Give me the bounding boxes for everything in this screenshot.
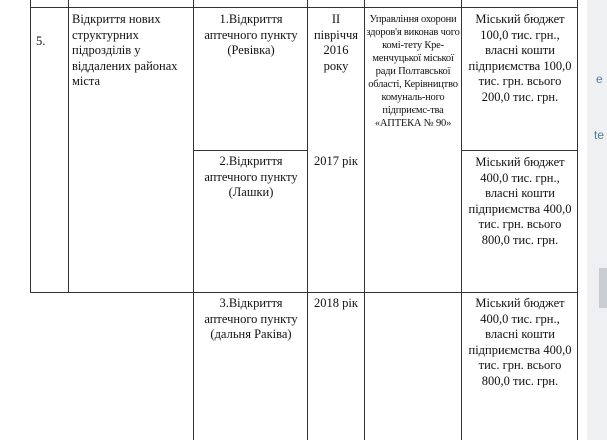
financing-cell: Міський бюджет 100,0 тис. грн., власні кошти підприємства 100,0 тис. грн. всього 200,0 тис. грн. <box>468 12 572 104</box>
term-cell: 2018 рік <box>314 296 358 310</box>
financing-cell: Міський бюджет 400,0 тис. грн., власні кошти підприємства 400,0 тис. грн. всього 800,0 тис. грн. <box>468 296 572 388</box>
term-cell: II півріччя 2016 року <box>313 12 359 73</box>
action-cell: 3.Відкриття аптечного пункту (дальня Раківа) <box>204 296 298 341</box>
row-number: 5. <box>36 34 46 48</box>
gutter-text-fragment: e <box>596 72 603 86</box>
term-cell: 2017 рік <box>314 154 358 168</box>
scrollbar-fragment[interactable] <box>599 268 607 308</box>
action-cell: 1.Відкриття аптечного пункту (Ревівка) <box>204 12 298 57</box>
gutter-text-fragment: te <box>594 128 605 142</box>
measure-cell: Відкриття нових структурних підрозділів у віддалених районах міста <box>72 12 178 88</box>
action-cell: 2.Відкриття аптечного пункту (Лашки) <box>204 154 298 199</box>
financing-cell: Міський бюджет 400,0 тис. грн., власні кошти підприємства 400,0 тис. грн. всього 800,0 тис. грн. <box>468 155 572 247</box>
executor-cell: Управління охорони здоров'я виконав чого комі-тету Кре-менчуцької міської ради Полтавської області, Керівництво комуналь-ного підприємс-тва «АПТЕКА № 90» <box>366 14 460 129</box>
viewer-right-gutter <box>587 0 607 440</box>
